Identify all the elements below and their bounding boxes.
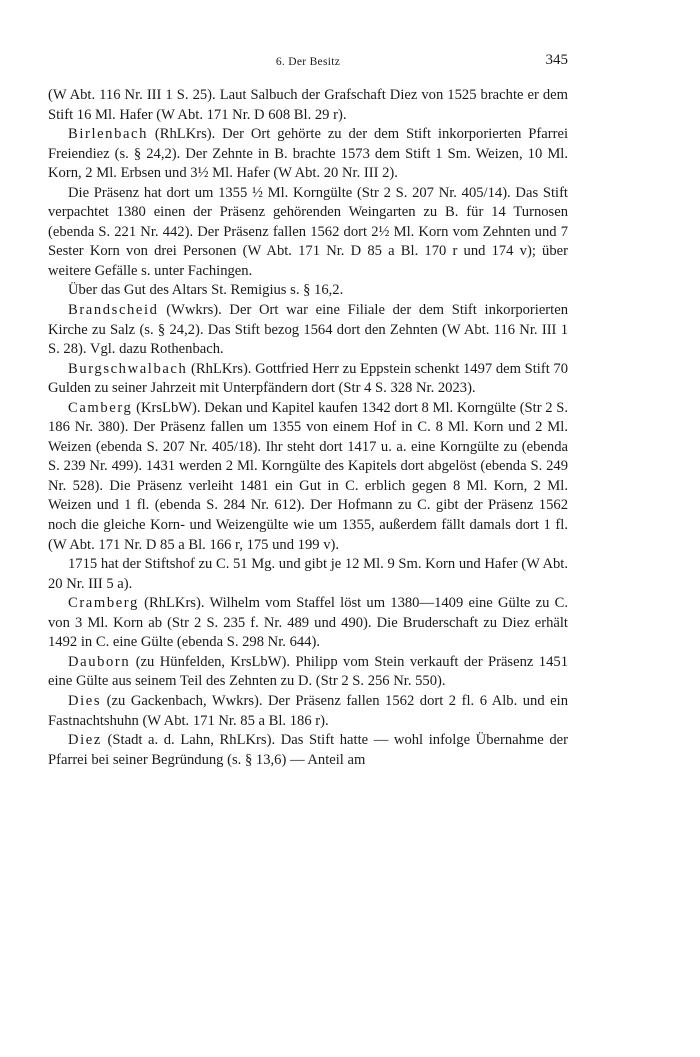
paragraph-text: (RhLKrs). Wilhelm vom Staffel löst um 1380—1409 eine Gülte zu C. von 3 Ml. Korn ab (Str 2 S. 235 f. Nr. 489 und 490). Die Bruderschaft zu Diez erhält 1492 in C. eine Gülte (ebenda S. 298 Nr. 644). [48, 595, 568, 651]
place-name: Burgschwalbach [68, 360, 188, 377]
book-page [48, 52, 568, 770]
page-header [48, 52, 568, 76]
paragraph [48, 86, 568, 125]
paragraph-text: Über das Gut des Altars St. Remigius s. § 16,2. [68, 282, 344, 299]
page-number: 345 [545, 52, 568, 68]
paragraph-text: (W Abt. 116 Nr. III 1 S. 25). Laut Salbuch der Grafschaft Diez von 1525 brachte er dem Stift 16 Ml. Hafer (W Abt. 171 Nr. D 608 Bl. 29 r). [48, 87, 568, 123]
paragraph-text: 1715 hat der Stiftshof zu C. 51 Mg. und gibt je 12 Ml. 9 Sm. Korn und Hafer (W Abt. 20 Nr. III 5 a). [48, 556, 568, 592]
paragraph [48, 399, 568, 555]
paragraph-text: (zu Hünfelden, KrsLbW). Philipp vom Stein verkauft der Präsenz 1451 eine Gülte aus seinem Teil des Zehnten zu D. (Str 2 S. 256 Nr. 550). [48, 653, 568, 690]
body-text [48, 86, 568, 770]
paragraph [48, 360, 568, 399]
paragraph [48, 555, 568, 594]
place-name: Brandscheid [68, 302, 159, 319]
paragraph [48, 125, 568, 184]
paragraph-text: Die Präsenz hat dort um 1355 ½ Ml. Korngülte (Str 2 S. 207 Nr. 405/14). Das Stift verpachtet 1380 einen der Präsenz gehörenden Weingarten zu B. für 14 Turnosen (ebenda S. 221 Nr. 442). Der Präsenz fallen 1562 dort 2½ Ml. Korn vom Zehnten und 7 Sester Korn von drei Personen (W Abt. 171 Nr. D 85 a Bl. 170 r und 174 v); über weitere Gefälle s. unter Fachingen. [48, 184, 568, 279]
place-name: Dauborn [68, 653, 131, 670]
place-name: Birlenbach [68, 126, 149, 143]
paragraph-text: (zu Gackenbach, Wwkrs). Der Präsenz fallen 1562 dort 2 fl. 6 Alb. und ein Fastnachtshuhn (W Abt. 171 Nr. 85 a Bl. 186 r). [48, 692, 568, 729]
paragraph [48, 731, 568, 770]
place-name: Camberg [68, 399, 133, 416]
running-head: 6. Der Besitz [275, 56, 341, 68]
place-name: Diez [68, 732, 102, 749]
paragraph [48, 184, 568, 282]
paragraph [48, 653, 568, 692]
paragraph [48, 301, 568, 360]
paragraph-text: (KrsLbW). Dekan und Kapitel kaufen 1342 dort 8 Ml. Korngülte (Str 2 S. 186 Nr. 380). Der Präsenz fallen um 1355 von einem Hof in C. 8 Ml. Korn und 2 Ml. Weizen (ebenda S. 207 Nr. 405/18). Ihr steht dort 1417 u. a. eine Korngülte zu (ebenda S. 239 Nr. 499). 1431 werden 2 Ml. Korngülte des Kapitels dort abgelöst (ebenda S. 249 Nr. 528). Die Präsenz verleiht 1481 ein Gut in C. erblich gegen 8 Ml. Korn, 2 Ml. Weizen und 1 fl. (ebenda S. 284 Nr. 612). Der Hofmann zu C. gibt der Präsenz 1562 noch die gleiche Korn- und Weizengülte wie um 1355, außerdem fällt damals dort 1 fl. (W Abt. 171 Nr. D 85 a Bl. 166 r, 175 und 199 v). [48, 399, 568, 553]
paragraph [48, 692, 568, 731]
place-name: Dies [68, 692, 102, 709]
paragraph-text: (Wwkrs). Der Ort war eine Filiale der dem Stift inkorporierten Kirche zu Salz (s. § 24,2). Das Stift bezog 1564 dort den Zehnten (W Abt. 116 Nr. III 1 S. 28). Vgl. dazu Rothenbach. [48, 302, 568, 358]
place-name: Cramberg [68, 595, 139, 612]
paragraph [48, 594, 568, 653]
paragraph-text: (RhLKrs). Gottfried Herr zu Eppstein schenkt 1497 dem Stift 70 Gulden zu seiner Jahrzeit mit Unterpfändern dort (Str 4 S. 328 Nr. 2023). [48, 360, 568, 397]
paragraph-text: (Stadt a. d. Lahn, RhLKrs). Das Stift hatte — wohl infolge Übernahme der Pfarrei bei seiner Begründung (s. § 13,6) — Anteil am [48, 732, 568, 768]
paragraph [48, 281, 568, 301]
paragraph-text: (RhLKrs). Der Ort gehörte zu der dem Stift inkorporierten Pfarrei Freiendiez (s. § 24,2). Der Zehnte in B. brachte 1573 dem Stift 1 Sm. Weizen, 10 Ml. Korn, 2 Ml. Erbsen und 3½ Ml. Hafer (W Abt. 20 Nr. III 2). [48, 126, 568, 182]
